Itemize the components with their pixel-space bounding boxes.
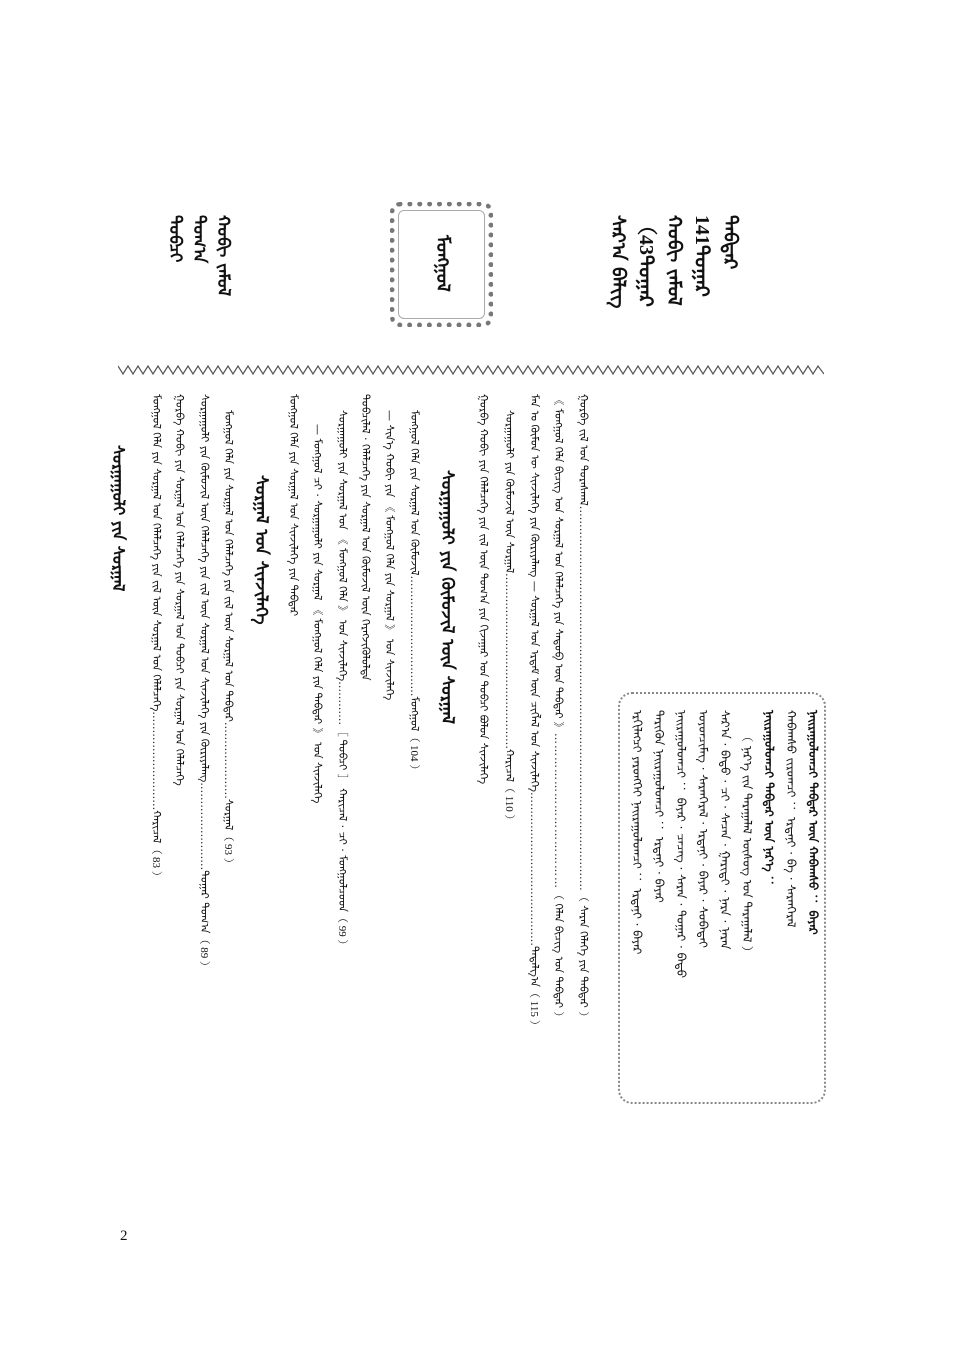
credit-line: ᠬᠠᠪᠬᠠᠰᠤ ᠵᠢᠷᠤᠭᠴᠢ ： ᠡᠷᠳᠡᠨᠢ · ᠪᠠ · ᠰᠠᠷᠠᠨᠭᠡᠷᠡᠯ (784, 710, 798, 928)
section-frame (390, 202, 493, 327)
issue-line-3: ᠳᠡᠪᠲᠡᠷ (719, 215, 741, 270)
toc-entry[interactable]: ᠭᠤᠷᠪᠠ ᠵᠢᠯ ᠤᠨ ᠳᠤᠷᠠᠰᠬᠠᠯ……………………………………………………………………………………………（ ᠰᠠᠷᠠᠨ ᠬᠡᠯᠡᠭᠡ ᠶᠢᠨ ᠳᠡᠪᠲᠡᠷ ） (577, 394, 590, 1023)
zigzag-divider (118, 362, 824, 378)
credits-box (618, 692, 826, 1104)
issue-number: 141ᠳᠤᠭᠠᠷ (690, 215, 714, 297)
toc-entry[interactable]: ᠮᠠᠨ ᠤ ᠬᠦᠮᠦᠨ ᠦ ᠰᠢᠨᠵᠢᠯᠡᠭᠡ ᠶᠢᠨ ᠬᠦᠷᠢᠶᠡᠯᠡᠩ — ᠰᠤᠷᠭᠠᠯ ᠤᠨ ᠡᠷᠳᠡᠮ ᠦᠨ ᠴᠢᠭᠯᠡᠯ ᠤᠨ ᠰᠢᠨᠵᠢᠯᠡᠭᠡ……………………………………ᠲᠠᠲᠠᠯᠭ᠎ᠠ（ 115 ） (528, 394, 541, 1031)
credit-line: ᠡᠷᠬᠢᠯᠡᠭᠴᠢ ᠶᠡᠷᠦᠩᠬᠡᠢ ᠨᠠᠢᠷᠠᠭᠤᠯᠤᠭᠴᠢ ： ᠡᠷᠳᠡᠨᠢ · ᠪᠠᠶᠠᠷ (630, 710, 644, 955)
page-number: 2 (120, 1228, 128, 1244)
toc-entry[interactable]: 《 ᠮᠣᠩᠭᠣᠯ ᠬᠡᠯᠡ ᠪᠢᠴᠢᠭ ᠤᠨ ᠰᠤᠷᠭᠠᠯ ᠤᠨ ᠬᠡᠯᠡᠯᠴᠡᠭᠡ ᠶᠢᠨ ᠰᠡᠳᠦᠪ ᠦᠨ ᠳᠡᠪᠲᠡᠷ 》…………………………………（ ᠬᠡᠯᠡᠨ ᠪᠢᠴᠢᠭ ᠤᠨ ᠳᠡᠪᠲᠡᠷ ） (552, 394, 565, 1023)
toc-entry[interactable]: ᠮᠣᠩᠭᠣᠯ ᠬᠡᠯᠡ ᠶᠢᠨ ᠰᠤᠷᠭᠠᠯ ᠤᠨ ᠬᠡᠯᠡᠯᠴᠡᠭᠡ ᠶᠢᠨ ᠵᠢᠯ ᠦᠨ ᠰᠤᠷᠭᠠᠯ ᠤᠨ ᠳᠡᠪᠲᠡᠷ…………………ᠰᠤᠷᠭᠠᠯ（ 93 ） (222, 410, 235, 869)
section-heading: ᠰᠤᠷᠭᠠᠭᠤᠯᠢ ᠶᠢᠨ ᠬᠦᠮᠦᠵᠢᠯ ᠦᠨ ᠰᠤᠷᠭᠠᠯ (437, 470, 457, 725)
side-line-2: ᠲᠣᠭ᠎ᠠ (189, 215, 209, 264)
toc-entry[interactable]: ᠰᠤᠷᠭᠠᠭᠤᠯᠢ ᠶᠢᠨ ᠬᠦᠮᠦᠵᠢᠯ ᠦᠨ ᠰᠤᠷᠭᠠᠯ…………………………………………ᠬᠠᠷᠢᠴᠠᠯ（ 110 ） (503, 410, 516, 826)
toc-entry[interactable]: ᠲᠣᠪᠴᠢᠯᠠᠯ · ᠬᠡᠯᠡᠯᠴᠡᠭᠡ ᠶᠢᠨ ᠰᠤᠷᠭᠠᠯ ᠤᠨ ᠬᠦᠮᠦᠵᠢᠯ ᠦᠨ ᠬᠡᠷᠡᠭᠵᠢᠭᠦᠯᠦᠯᠲᠡ (359, 394, 372, 681)
issue-line-1: ᠰᠠᠷ᠎ᠠ ᠪᠡᠯᠢᠭ᠌ (607, 215, 629, 309)
section-frame-label: ᠮᠣᠩᠭᠣᠯ (432, 235, 453, 292)
credit-line: （ ᠨᠡᠷ᠎ᠡ ᠵᠢᠨ ᠳᠠᠷᠠᠭᠠᠯᠠᠯ ᠦᠰᠦᠭ ᠤᠨ ᠳᠠᠷᠠᠭᠠᠯᠠᠯ ） (740, 730, 754, 959)
section-heading: ᠰᠤᠷᠭᠠᠯ ᠤᠨ ᠰᠢᠨᠵᠢᠯᠡᠭᠡ (251, 475, 271, 625)
toc-entry[interactable]: — ᠮᠣᠩᠭᠣᠯ ᠴᠢ · ᠰᠤᠷᠭᠠᠭᠤᠯᠢ ᠶᠢᠨ ᠰᠤᠷᠭᠠᠯ 《 ᠮᠣᠩᠭᠣᠯ ᠬᠡᠯᠡ ᠶᠢᠨ ᠳᠡᠪᠲᠡᠷ 》 ᠤᠨ ᠰᠢᠨᠵᠢᠯᠡᠭᠡ (311, 424, 324, 804)
issue-volume: （43ᠳᠤᠭᠠᠷ (634, 215, 658, 307)
side-line-1: ᠲᠣᠪᠴᠢ (165, 215, 185, 263)
toc-entry[interactable]: ᠭᠤᠷᠪᠠ ᠬᠤᠪᠢ ᠶᠢᠨ ᠰᠤᠷᠭᠠᠯ ᠤᠨ ᠬᠡᠯᠡᠯᠴᠡᠭᠡ ᠶᠢᠨ ᠰᠤᠷᠭᠠᠯ ᠤᠨ ᠲᠣᠪᠴᠢ ᠶᠢᠨ ᠰᠤᠷᠭᠠᠯ ᠤᠨ ᠬᠡᠯᠡᠯᠴᠡᠭᠡ (173, 394, 186, 786)
toc-entry[interactable]: ᠰᠤᠷᠭᠠᠭᠤᠯᠢ ᠶᠢᠨ ᠰᠤᠷᠭᠠᠯ ᠤᠨ 《 ᠮᠣᠩᠭᠣᠯ ᠬᠡᠯᠡ 》 ᠤᠨ ᠰᠢᠨᠵᠢᠯᠡᠭᠡ…………［ ᠲᠣᠪᠴᠢ ］ ᠬᠠᠷᠢᠴᠠᠯ · ᠴᠢ · ᠮᠣᠩᠭᠣᠯᠴᠤᠳ（ 99 ） (336, 410, 349, 951)
toc-entry[interactable]: ᠰᠤᠷᠭᠠᠭᠤᠯᠢ ᠶᠢᠨ ᠬᠦᠮᠦᠵᠢᠯ ᠦᠨ ᠬᠡᠯᠡᠯᠴᠡᠭᠡ ᠶᠢᠨ ᠵᠢᠯ ᠦᠨ ᠰᠤᠷᠭᠠᠯ ᠤᠨ ᠰᠢᠨᠵᠢᠯᠡᠭᠡ ᠶᠢᠨ ᠬᠦᠷᠢᠶᠡᠯᠡᠩ……………………ᠳᠤᠭᠠᠷ ᠲᠣᠭ᠎ᠠ（ 89 ） (198, 394, 211, 972)
toc-entry[interactable]: — ᠰᠢᠨ᠎ᠡ ᠬᠤᠪᠢ ᠶᠢᠨ 《 ᠮᠣᠩᠭᠣᠯ ᠬᠡᠯᠡ ᠶᠢᠨ ᠰᠤᠷᠭᠠᠯ 》 ᠤᠨ ᠰᠢᠨᠵᠢᠯᠡᠭᠡ (383, 410, 396, 701)
credit-line: ᠨᠠᠢᠷᠠᠭᠤᠯᠤᠭᠴᠢ ᠳᠡᠪᠲᠡᠷ ᠦᠨ ᠨᠡᠷ᠎ᠡ ： (762, 710, 776, 888)
side-line-3: ᠬᠤᠪᠢ ᠵᠠᠮᠤᠯ (213, 215, 233, 297)
credit-line: ᠨᠠᠢᠷᠠᠭᠤᠯᠤᠭᠴᠢ ᠳᠡᠪᠲᠡᠷ ᠦᠨ ᠬᠠᠪᠬᠠᠰᠤ ： ᠪᠠᠶᠠᠷ (806, 710, 820, 935)
credit-line: ᠨᠠᠢᠷᠠᠭᠤᠯᠤᠭᠴᠢ ： ᠪᠠᠶᠠᠷ · ᠴᠡᠴᠡᠭ · ᠰᠠᠷᠠᠨ · ᠳᠤᠭᠠᠷ · ᠪᠠᠲᠤ (674, 710, 688, 978)
toc-entry[interactable]: ᠭᠤᠷᠪᠠ ᠬᠤᠪᠢ ᠶᠢᠨ ᠬᠡᠯᠡᠯᠴᠡᠭᠡ ᠶᠢᠨ ᠵᠢᠯ ᠦᠨ ᠲᠣᠭ᠎ᠠ ᠶᠢᠨ ᠬᠢᠵᠠᠭᠠᠷ ᠤᠨ ᠲᠣᠪᠴᠢ ᠪᠣᠯᠤᠨ ᠰᠢᠨᠵᠢᠯᠡᠭᠡ (477, 394, 490, 785)
credit-line: ᠰᠠᠷ᠎ᠠ · ᠪᠠᠲᠤ · ᠴᠢ · ᠰᠡᠴᠡᠨ · ᠭᠠᠷᠢᠳᠢ · ᠨᠠᠷᠠ · ᠨᠠᠷᠠᠨ (718, 710, 732, 950)
toc-entry[interactable]: ᠮᠣᠩᠭᠣᠯ ᠬᠡᠯᠡ ᠶᠢᠨ ᠰᠤᠷᠭᠠᠯ ᠤᠨ ᠬᠦᠮᠦᠵᠢᠯ……………………………ᠮᠣᠩᠭᠣᠯ（ 104 ） (408, 410, 421, 776)
credit-line: ᠲᠡᠷᠢᠭᠦᠨ ᠨᠠᠢᠷᠠᠭᠤᠯᠤᠭᠴᠢ ： ᠡᠷᠳᠡᠨᠢ · ᠪᠠᠶᠠᠷ (652, 710, 666, 903)
credit-line: ᠣᠶᠤᠨᠴᠢᠮᠡᠭ · ᠰᠠᠷᠠᠨᠭᠡᠷᠡᠯ · ᠡᠷᠳᠡᠨᠢ · ᠪᠠᠶᠠᠷ · ᠰᠤᠪᠡᠳᠡᠢ (696, 710, 710, 948)
toc-entry[interactable]: ᠮᠣᠩᠭᠣᠯ ᠬᠡᠯᠡ ᠶᠢᠨ ᠰᠤᠷᠭᠠᠯ ᠤᠨ ᠬᠡᠯᠡᠯᠴᠡᠭᠡ ᠶᠢᠨ ᠵᠢᠯ ᠦᠨ ᠰᠤᠷᠭᠠᠯ ᠤᠨ ᠬᠡᠯᠡᠯᠴᠡᠭᠡ………………………ᠬᠠᠷᠢᠴᠠᠯ（ 83 ） (150, 394, 163, 882)
issue-line-2: ᠬᠤᠪᠢ ᠵᠠᠮᠤᠯ (663, 215, 685, 306)
footer-title: ᠰᠤᠷᠭᠠᠭᠤᠯᠢ ᠶᠢᠨ ᠰᠤᠷᠭᠠᠯ (109, 445, 128, 592)
toc-entry[interactable]: ᠮᠣᠩᠭᠣᠯ ᠬᠡᠯᠡ ᠶᠢᠨ ᠰᠤᠷᠭᠠᠯ ᠤᠨ ᠰᠢᠨᠵᠢᠯᠡᠭᠡ ᠶᠢᠨ ᠳᠡᠪᠲᠡᠷ (287, 394, 300, 617)
